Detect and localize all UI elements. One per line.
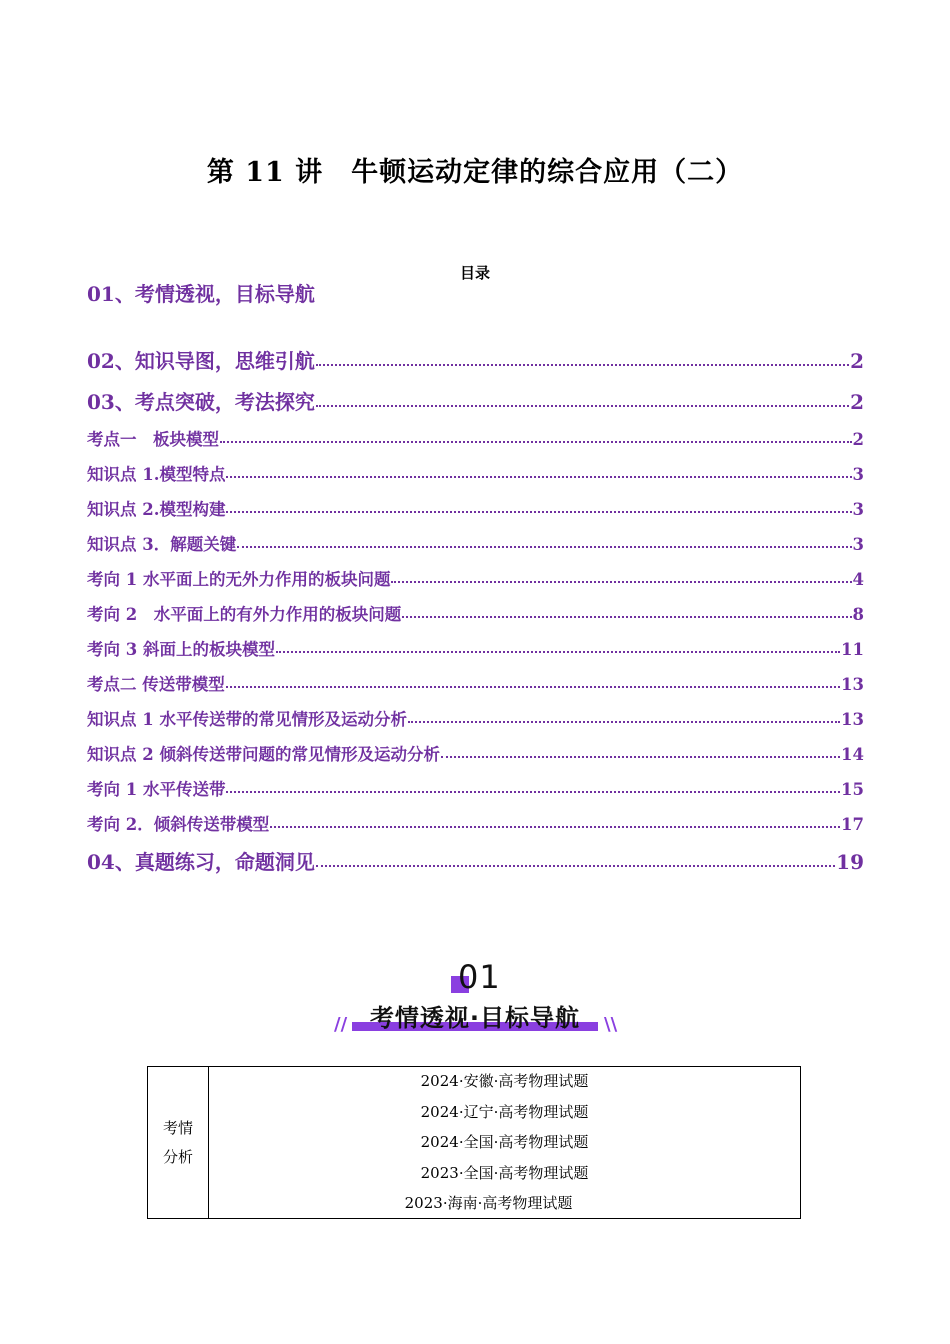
page-title: 第 11 讲 牛顿运动定律的综合应用（二） — [206, 157, 744, 188]
toc-leader-dots — [391, 567, 851, 583]
toc-item[interactable] — [87, 776, 864, 800]
toc-leader-dots — [316, 388, 849, 407]
toc-item[interactable] — [87, 846, 864, 875]
toc-item-page: 15 — [841, 780, 864, 799]
toc-item-label: 考点一 板块模型 — [87, 430, 219, 449]
toc-item-page: 2 — [850, 390, 864, 414]
toc-item[interactable] — [87, 386, 864, 415]
toc-item[interactable] — [87, 601, 864, 625]
toc-item-page: 3 — [852, 500, 864, 519]
toc-leader-dots — [441, 742, 840, 758]
table-line: 2023·全国·高考物理试题 — [420, 1163, 589, 1182]
toc-item-page: 11 — [841, 640, 864, 659]
toc-item[interactable] — [87, 281, 317, 308]
toc-item[interactable] — [87, 345, 864, 374]
toc-leader-dots — [276, 637, 840, 653]
toc-item-label: 知识点 3．解题关键 — [87, 535, 237, 554]
toc-leader-dots — [226, 497, 851, 513]
toc-leader-dots — [226, 672, 840, 688]
toc-item-label: 01、考情透视，目标导航 — [87, 282, 315, 306]
toc-item-label: 03、考点突破，考法探究 — [87, 390, 315, 414]
toc-leader-dots — [237, 532, 851, 548]
toc-item-page: 3 — [852, 535, 864, 554]
toc-item-label: 考向 3 斜面上的板块模型 — [87, 640, 275, 659]
table-line: 2024·全国·高考物理试题 — [420, 1133, 589, 1152]
banner-number: 01 — [458, 958, 501, 996]
toc-item-label: 考向 1 水平传送带 — [87, 780, 226, 799]
exam-analysis-table — [147, 1066, 801, 1219]
toc-item-label: 04、真题练习，命题洞见 — [87, 850, 315, 874]
table-left-label-line: 分析 — [162, 1147, 193, 1166]
toc-item[interactable] — [87, 496, 864, 520]
toc-leader-dots — [226, 462, 851, 478]
toc-item[interactable] — [87, 811, 864, 835]
toc-item[interactable] — [87, 426, 864, 450]
toc-item-page: 4 — [852, 570, 864, 589]
toc-item-page: 8 — [852, 605, 864, 624]
toc-item[interactable] — [87, 636, 864, 660]
toc-leader-dots — [270, 812, 840, 828]
toc-item-page: 14 — [841, 745, 864, 764]
toc-leader-dots — [220, 427, 852, 443]
table-left-label-line: 考情 — [162, 1118, 193, 1137]
toc-item-label: 考向 1 水平面上的无外力作用的板块问题 — [87, 570, 391, 589]
toc-item-label: 知识点 2.模型构建 — [87, 500, 226, 519]
toc-item-label: 考向 2．倾斜传送带模型 — [87, 815, 270, 834]
toc-item[interactable] — [87, 706, 864, 730]
toc-item-page: 17 — [841, 815, 864, 834]
toc-leader-dots — [226, 777, 840, 793]
toc-item[interactable] — [87, 461, 864, 485]
toc-leader-dots — [408, 707, 840, 723]
toc-leader-dots — [316, 848, 835, 867]
table-line: 2024·安徽·高考物理试题 — [420, 1072, 589, 1090]
toc-item-label: 考点二 传送带模型 — [87, 675, 225, 694]
toc-item[interactable] — [87, 566, 864, 590]
toc-item-page: 13 — [841, 675, 864, 694]
toc-item[interactable] — [87, 741, 864, 765]
banner-slash-right: \\ — [604, 1014, 618, 1035]
toc-item[interactable] — [87, 671, 864, 695]
toc-item-page: 2 — [852, 430, 864, 449]
banner-title: 考情透视·目标导航 — [369, 1004, 581, 1032]
table-content — [209, 1067, 800, 1218]
toc-item-label: 知识点 2 倾斜传送带问题的常见情形及运动分析 — [87, 745, 440, 764]
toc-item-label: 考向 2 水平面上的有外力作用的板块问题 — [87, 605, 402, 624]
toc-item-label: 知识点 1.模型特点 — [87, 465, 226, 484]
toc-item-page: 2 — [850, 349, 864, 373]
toc-item-label: 知识点 1 水平传送带的常见情形及运动分析 — [87, 710, 407, 729]
toc-item-page: 13 — [841, 710, 864, 729]
toc-item-label: 02、知识导图，思维引航 — [87, 349, 315, 373]
toc-leader-dots — [402, 602, 851, 618]
toc-leader-dots — [316, 347, 849, 366]
toc-item[interactable] — [87, 531, 864, 555]
section-banner — [330, 958, 620, 1038]
banner-slash-left: // — [334, 1014, 348, 1035]
toc-heading: 目录 — [459, 264, 490, 282]
toc-item-page: 3 — [852, 465, 864, 484]
table-line: 2023·海南·高考物理试题 — [404, 1194, 573, 1213]
table-line: 2024·辽宁·高考物理试题 — [420, 1102, 589, 1121]
toc-item-page: 19 — [836, 850, 864, 874]
